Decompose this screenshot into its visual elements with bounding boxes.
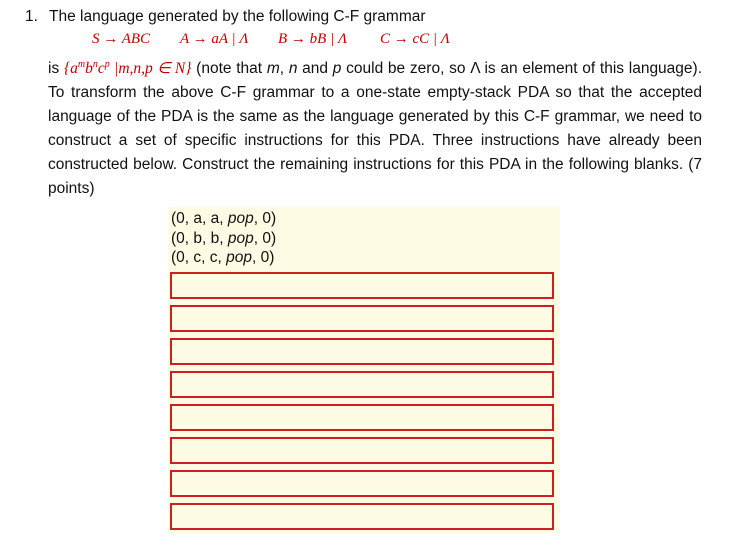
answer-blank-7[interactable]	[170, 470, 554, 497]
note-text-3: could be zero, so Λ is an element of this language). To transform the above C-F grammar to a one-state empty-stack PDA so that the accepted language of the PDA is the same as the language generated by this C-F grammar, we need to construct a set of specific instructions for this PDA. Three instructions have already been constructed below. Construct the remaining instructions for this PDA in the following blanks. (7 points)	[48, 60, 703, 198]
language-expression: {$a^mb^nc^p$ |m,n,p ∈ N}	[63, 59, 192, 78]
answer-blank-4[interactable]	[170, 371, 554, 398]
question-intro: The language generated by the following C-F grammar	[49, 8, 426, 25]
var-p: p	[332, 60, 342, 78]
question-body	[48, 53, 702, 201]
grammar-rule-b: B → bB | Λ	[278, 31, 348, 47]
var-m: m	[266, 60, 280, 78]
answer-blank-1[interactable]	[170, 272, 554, 299]
note-text-2: and	[297, 60, 333, 78]
var-n: n	[288, 60, 298, 78]
answer-blank-3[interactable]	[170, 338, 554, 365]
grammar-rule-s: S → ABC	[92, 31, 151, 47]
question-header	[25, 6, 426, 27]
answer-blank-2[interactable]	[170, 305, 554, 332]
question-number: 1.	[25, 8, 38, 25]
grammar-rule-c: C → cC | Λ	[380, 31, 450, 47]
answer-blank-5[interactable]	[170, 404, 554, 431]
given-instruction: (0, b, b, pop, 0)	[171, 230, 277, 247]
grammar-rule-a: A → aA | Λ	[180, 31, 249, 47]
lang-prefix: is	[48, 60, 64, 78]
note-text-1: (note that	[191, 60, 267, 78]
answer-blank-8[interactable]	[170, 503, 554, 530]
given-instruction: (0, a, a, pop, 0)	[171, 210, 277, 227]
answer-blank-6[interactable]	[170, 437, 554, 464]
sep-1: ,	[279, 60, 289, 78]
given-instruction: (0, c, c, pop, 0)	[171, 249, 275, 266]
